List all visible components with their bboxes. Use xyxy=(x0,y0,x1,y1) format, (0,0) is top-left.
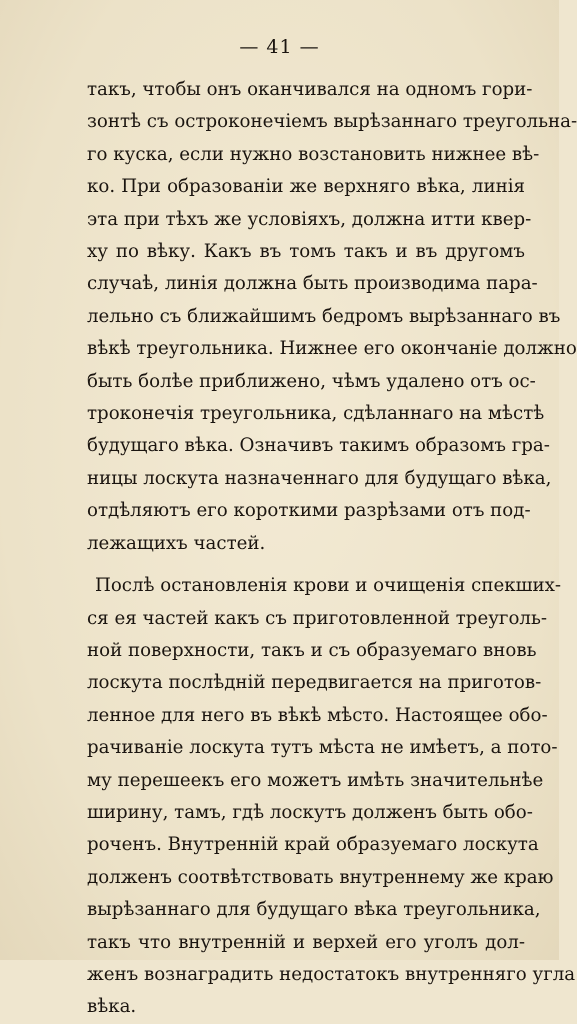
text-line: вырѣзаннаго для будущаго вѣка треугольника, xyxy=(87,899,541,921)
text-line: долженъ соотвѣтствовать внутреннему же краю xyxy=(87,866,554,888)
text-line: быть болѣе приближено, чѣмъ удалено отъ ос- xyxy=(87,370,536,392)
text-line: случаѣ, линія должна быть производима пара- xyxy=(87,273,538,295)
text-line: роченъ. Внутренній край образуемаго лоскута xyxy=(87,834,539,856)
text-line: лоскута послѣдній передвигается на приготов- xyxy=(87,672,542,694)
paragraph-gap xyxy=(87,560,525,570)
text-line: женъ вознаградить недостатокъ внутренняго угла xyxy=(87,963,576,985)
text-line: ной поверхности, такъ и съ образуемаго вновь xyxy=(87,639,537,661)
text-line: ху по вѣку. Какъ въ томъ такъ и въ другомъ xyxy=(87,241,525,263)
text-line: вѣка. xyxy=(87,996,137,1018)
text-line: вѣкѣ треугольника. Нижнее его окончаніе должно xyxy=(87,338,577,360)
text-line: ницы лоскута назначеннаго для будущаго вѣка, xyxy=(87,467,552,489)
text-line: такъ, чтобы онъ оканчивался на одномъ гори- xyxy=(87,79,533,100)
text-line: Послѣ остановленія крови и очищенія спекших- xyxy=(95,575,562,597)
paragraph xyxy=(87,74,577,560)
text-line: троконечія треугольника, сдѣланнаго на мѣстѣ xyxy=(87,403,545,425)
text-line: му перешеекъ его можетъ имѣть значительнѣе xyxy=(87,769,544,791)
paragraph xyxy=(87,570,576,1024)
text-line: эта при тѣхъ же условіяхъ, должна итти квер- xyxy=(87,208,532,230)
text-line: лельно съ ближайшимъ бедромъ вырѣзаннаго въ xyxy=(87,305,561,327)
page-number: — 41 — xyxy=(239,36,320,58)
text-line: будущаго вѣка. Означивъ такимъ образомъ гра- xyxy=(87,435,550,457)
text-line: ленное для него въ вѣкѣ мѣсто. Настоящее обо- xyxy=(87,704,548,726)
text-line: ширину, тамъ, гдѣ лоскутъ долженъ быть обо- xyxy=(87,801,533,823)
text-line: го куска, если нужно возстановить нижнее вѣ- xyxy=(87,143,540,165)
body-text xyxy=(87,74,577,1024)
text-line: зонтѣ съ остроконечіемъ вырѣзаннаго треугольна- xyxy=(87,111,577,133)
text-line: отдѣляютъ его короткими разрѣзами отъ под- xyxy=(87,500,531,522)
text-line: такъ что внутренній и верхей его уголъ дол- xyxy=(87,931,525,953)
text-line: ко. При образованіи же верхняго вѣка, линія xyxy=(87,176,525,198)
text-line: лежащихъ частей. xyxy=(87,532,266,554)
text-line: ся ея частей какъ съ приготовленной треуголь- xyxy=(87,607,547,629)
text-line: рачиваніе лоскута тутъ мѣста не имѣетъ, а пото- xyxy=(87,737,558,759)
